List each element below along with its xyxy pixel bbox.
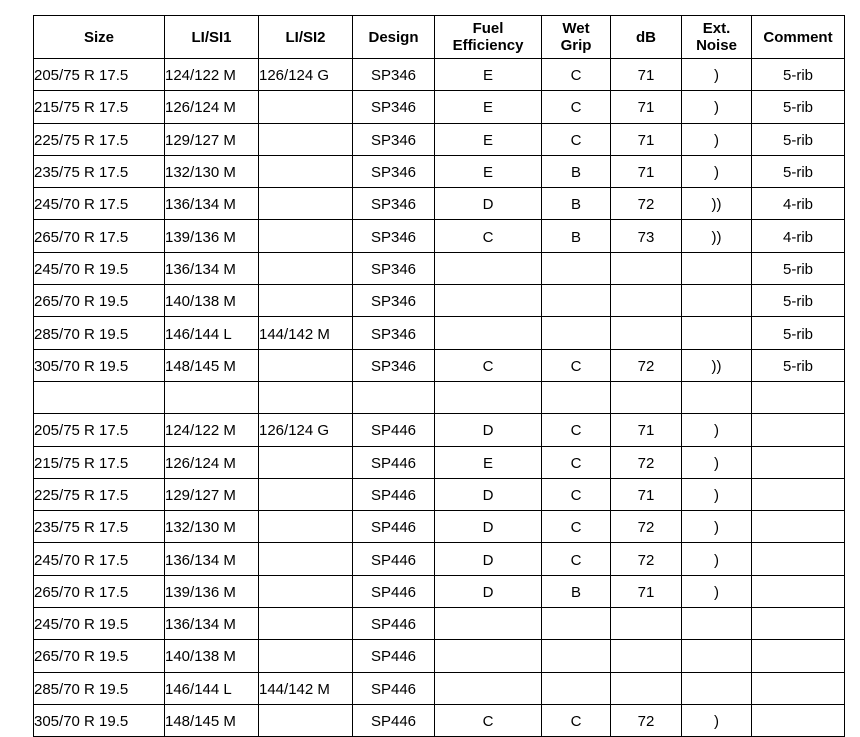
cell-design: SP346 [353,59,435,91]
table-row [34,317,845,349]
cell-wet-grip: C [542,704,611,736]
cell-li-si1: 140/138 M [165,285,259,317]
cell-li-si1: 146/144 L [165,672,259,704]
cell-li-si1: 139/136 M [165,220,259,252]
cell-fuel-efficiency [435,640,542,672]
cell-design: SP346 [353,252,435,284]
cell-ext-noise: ) [682,511,752,543]
cell-ext-noise [682,285,752,317]
cell-fuel-efficiency [435,317,542,349]
cell-design: SP446 [353,640,435,672]
cell-ext-noise: ) [682,575,752,607]
header-comment: Comment [752,16,845,59]
cell-db: 71 [611,414,682,446]
empty-cell [611,381,682,413]
cell-li-si2 [259,91,353,123]
cell-comment: 5-rib [752,317,845,349]
cell-design: SP346 [353,349,435,381]
cell-comment [752,414,845,446]
table-row [34,220,845,252]
cell-design: SP346 [353,317,435,349]
header-wet-grip [542,16,611,59]
cell-comment [752,511,845,543]
cell-design: SP446 [353,543,435,575]
empty-cell [259,381,353,413]
cell-li-si2 [259,123,353,155]
cell-li-si2 [259,575,353,607]
header-size: Size [34,16,165,59]
empty-cell [34,381,165,413]
cell-db: 71 [611,155,682,187]
cell-design: SP346 [353,220,435,252]
cell-design: SP346 [353,188,435,220]
cell-db: 72 [611,446,682,478]
cell-fuel-efficiency: E [435,59,542,91]
cell-fuel-efficiency: D [435,575,542,607]
header-wet-line2: Grip [560,37,592,54]
cell-comment: 4-rib [752,188,845,220]
cell-li-si2: 126/124 G [259,414,353,446]
cell-ext-noise [682,608,752,640]
cell-db: 71 [611,478,682,510]
cell-size: 215/75 R 17.5 [34,446,165,478]
cell-wet-grip [542,285,611,317]
cell-size: 265/70 R 17.5 [34,220,165,252]
cell-db: 72 [611,188,682,220]
cell-comment [752,608,845,640]
table-row [34,672,845,704]
cell-li-si2 [259,285,353,317]
cell-li-si1: 136/134 M [165,543,259,575]
cell-wet-grip: B [542,155,611,187]
cell-ext-noise: )) [682,220,752,252]
cell-wet-grip [542,252,611,284]
cell-li-si1: 139/136 M [165,575,259,607]
header-li-si1: LI/SI1 [165,16,259,59]
cell-ext-noise: ) [682,446,752,478]
cell-li-si2 [259,220,353,252]
cell-fuel-efficiency: C [435,220,542,252]
cell-ext-noise: )) [682,188,752,220]
cell-db [611,252,682,284]
header-li-si2: LI/SI2 [259,16,353,59]
cell-db [611,672,682,704]
cell-db [611,317,682,349]
cell-wet-grip: B [542,188,611,220]
cell-design: SP446 [353,672,435,704]
header-ext-noise [682,16,752,59]
cell-comment: 5-rib [752,285,845,317]
cell-db [611,608,682,640]
cell-li-si1: 132/130 M [165,511,259,543]
cell-wet-grip: C [542,446,611,478]
cell-li-si1: 148/145 M [165,349,259,381]
cell-size: 285/70 R 19.5 [34,317,165,349]
cell-design: SP346 [353,123,435,155]
cell-comment [752,640,845,672]
cell-design: SP346 [353,155,435,187]
table-row [34,543,845,575]
cell-li-si1: 136/134 M [165,188,259,220]
empty-cell [165,381,259,413]
cell-comment: 5-rib [752,59,845,91]
cell-size: 245/70 R 19.5 [34,252,165,284]
cell-size: 235/75 R 17.5 [34,155,165,187]
cell-li-si2: 144/142 M [259,672,353,704]
cell-comment: 5-rib [752,155,845,187]
table-row [34,446,845,478]
table-row [34,155,845,187]
cell-wet-grip [542,608,611,640]
cell-size: 215/75 R 17.5 [34,91,165,123]
cell-li-si2: 126/124 G [259,59,353,91]
cell-comment [752,543,845,575]
cell-size: 265/70 R 19.5 [34,640,165,672]
cell-fuel-efficiency: D [435,478,542,510]
cell-fuel-efficiency: D [435,511,542,543]
cell-comment: 5-rib [752,91,845,123]
cell-li-si1: 129/127 M [165,123,259,155]
spacer-row [34,381,845,413]
cell-db: 71 [611,59,682,91]
empty-cell [682,381,752,413]
cell-li-si2 [259,155,353,187]
cell-wet-grip [542,317,611,349]
table-body [34,59,845,737]
cell-li-si2 [259,608,353,640]
cell-wet-grip: C [542,59,611,91]
empty-cell [752,381,845,413]
cell-comment: 5-rib [752,123,845,155]
cell-fuel-efficiency: D [435,414,542,446]
cell-wet-grip: C [542,91,611,123]
cell-db: 73 [611,220,682,252]
cell-db [611,285,682,317]
cell-ext-noise [682,252,752,284]
header-row [34,16,845,59]
cell-ext-noise [682,640,752,672]
table-row [34,414,845,446]
cell-li-si2 [259,640,353,672]
cell-ext-noise [682,317,752,349]
header-fuel-line2: Efficiency [452,37,524,54]
cell-size: 225/75 R 17.5 [34,478,165,510]
cell-li-si1: 140/138 M [165,640,259,672]
cell-db [611,640,682,672]
cell-design: SP446 [353,511,435,543]
table-row [34,575,845,607]
table-row [34,188,845,220]
empty-cell [542,381,611,413]
table-row [34,511,845,543]
cell-fuel-efficiency [435,672,542,704]
cell-size: 305/70 R 19.5 [34,349,165,381]
empty-cell [353,381,435,413]
cell-ext-noise [682,672,752,704]
header-design: Design [353,16,435,59]
cell-li-si1: 148/145 M [165,704,259,736]
cell-wet-grip [542,640,611,672]
cell-comment: 5-rib [752,349,845,381]
cell-size: 235/75 R 17.5 [34,511,165,543]
header-noise-line1: Ext. [702,20,731,37]
cell-db: 71 [611,123,682,155]
cell-ext-noise: ) [682,704,752,736]
cell-db: 71 [611,575,682,607]
header-fuel-efficiency [435,16,542,59]
cell-wet-grip: C [542,511,611,543]
cell-db: 72 [611,543,682,575]
cell-li-si1: 136/134 M [165,252,259,284]
cell-fuel-efficiency: E [435,155,542,187]
cell-comment [752,446,845,478]
cell-fuel-efficiency [435,252,542,284]
cell-li-si2 [259,446,353,478]
table-row [34,59,845,91]
cell-ext-noise: ) [682,59,752,91]
cell-fuel-efficiency: E [435,446,542,478]
cell-size: 205/75 R 17.5 [34,59,165,91]
cell-ext-noise: ) [682,91,752,123]
cell-size: 305/70 R 19.5 [34,704,165,736]
cell-db: 72 [611,704,682,736]
header-fuel-line1: Fuel [472,20,504,37]
table-row [34,252,845,284]
cell-comment: 4-rib [752,220,845,252]
cell-wet-grip: C [542,123,611,155]
cell-comment [752,575,845,607]
cell-li-si1: 136/134 M [165,608,259,640]
cell-design: SP446 [353,704,435,736]
table-row [34,285,845,317]
cell-fuel-efficiency [435,285,542,317]
cell-wet-grip: C [542,414,611,446]
cell-li-si1: 124/122 M [165,414,259,446]
cell-ext-noise: ) [682,543,752,575]
cell-li-si2 [259,349,353,381]
cell-li-si2: 144/142 M [259,317,353,349]
cell-li-si2 [259,188,353,220]
cell-li-si1: 124/122 M [165,59,259,91]
tyre-spec-table [33,15,845,737]
cell-li-si1: 129/127 M [165,478,259,510]
cell-li-si1: 126/124 M [165,91,259,123]
cell-fuel-efficiency: D [435,543,542,575]
cell-li-si2 [259,478,353,510]
cell-db: 72 [611,349,682,381]
table-row [34,478,845,510]
table-row [34,91,845,123]
cell-comment: 5-rib [752,252,845,284]
table-row [34,640,845,672]
cell-fuel-efficiency: E [435,91,542,123]
cell-fuel-efficiency: D [435,188,542,220]
table-row [34,123,845,155]
cell-size: 245/70 R 17.5 [34,188,165,220]
cell-design: SP346 [353,91,435,123]
cell-design: SP446 [353,478,435,510]
cell-li-si1: 146/144 L [165,317,259,349]
cell-wet-grip: C [542,349,611,381]
header-db: dB [611,16,682,59]
cell-li-si2 [259,543,353,575]
cell-design: SP446 [353,575,435,607]
cell-design: SP446 [353,446,435,478]
cell-li-si2 [259,252,353,284]
cell-size: 265/70 R 17.5 [34,575,165,607]
cell-ext-noise: ) [682,123,752,155]
cell-wet-grip: C [542,543,611,575]
cell-design: SP346 [353,285,435,317]
cell-fuel-efficiency: C [435,349,542,381]
cell-size: 225/75 R 17.5 [34,123,165,155]
cell-wet-grip: B [542,575,611,607]
cell-fuel-efficiency [435,608,542,640]
cell-size: 285/70 R 19.5 [34,672,165,704]
cell-size: 245/70 R 19.5 [34,608,165,640]
cell-wet-grip: B [542,220,611,252]
cell-wet-grip [542,672,611,704]
cell-db: 72 [611,511,682,543]
cell-ext-noise: ) [682,414,752,446]
cell-db: 71 [611,91,682,123]
cell-size: 245/70 R 17.5 [34,543,165,575]
cell-ext-noise: ) [682,478,752,510]
table-row [34,608,845,640]
empty-cell [435,381,542,413]
cell-comment [752,478,845,510]
cell-fuel-efficiency: E [435,123,542,155]
cell-design: SP446 [353,608,435,640]
table-row [34,349,845,381]
table-header [34,16,845,59]
cell-size: 205/75 R 17.5 [34,414,165,446]
cell-li-si2 [259,511,353,543]
cell-li-si1: 126/124 M [165,446,259,478]
header-wet-line1: Wet [562,20,590,37]
cell-size: 265/70 R 19.5 [34,285,165,317]
cell-fuel-efficiency: C [435,704,542,736]
cell-comment [752,672,845,704]
cell-design: SP446 [353,414,435,446]
header-noise-line2: Noise [696,37,737,54]
cell-ext-noise: ) [682,155,752,187]
cell-wet-grip: C [542,478,611,510]
cell-ext-noise: )) [682,349,752,381]
cell-li-si1: 132/130 M [165,155,259,187]
